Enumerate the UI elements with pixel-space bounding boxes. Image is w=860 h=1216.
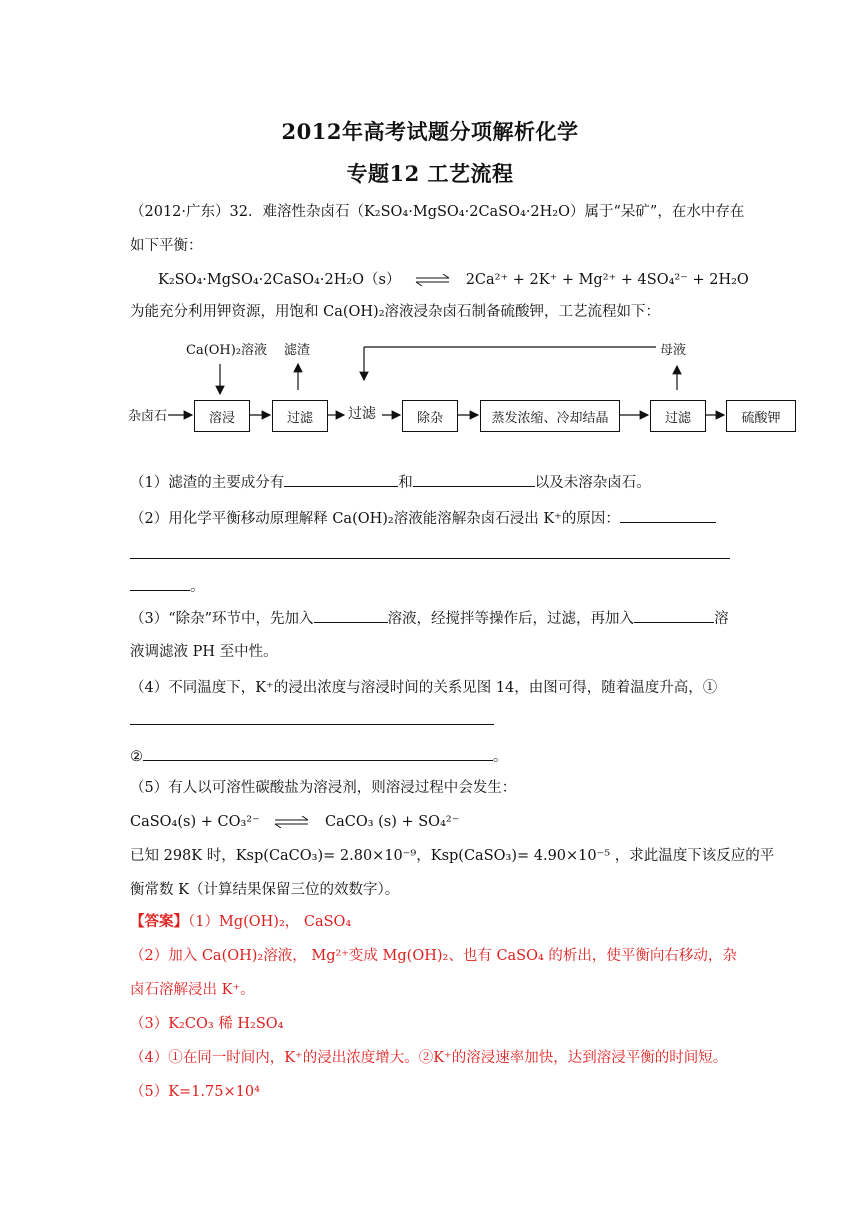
question-5-line-4: 衡常数 K（计算结果保留三位的效数字）。 (130, 882, 400, 898)
answer-blank[interactable] (413, 472, 535, 487)
flow-box-impurity-removal: 除杂 (402, 400, 458, 432)
flow-box-leach: 溶浸 (194, 400, 250, 432)
question-2 (130, 508, 730, 529)
question-1 (130, 472, 730, 493)
question-1-text-c: 以及未溶杂卤石。 (534, 475, 651, 491)
question-3-text-b: 溶液，经搅拌等操作后，过滤，再加入 (387, 611, 635, 627)
answer-blank[interactable] (314, 608, 388, 623)
flow-box-product: 硫酸钾 (726, 400, 796, 432)
flow-filter-text: 过滤 (348, 406, 376, 422)
answer-tag: 【答案】 (130, 913, 188, 930)
question-1-text-a: （1）滤渣的主要成分有 (130, 475, 285, 491)
answer-blank[interactable] (130, 558, 730, 559)
equilibrium-left: K₂SO₄·MgSO₄·2CaSO₄·2H₂O（s） (158, 272, 401, 288)
intro-line-1: （2012·广东）32．难溶性杂卤石（K₂SO₄·MgSO₄·2CaSO₄·2H₂O）属于“呆矿”，在水中存在 (130, 204, 745, 220)
question-5-line-3: 已知 298K 时，Ksp(CaCO₃)= 2.80×10⁻⁹，Ksp(CaSO₃)= 4.90×10⁻⁵ ，求此温度下该反应的平 (130, 848, 775, 864)
equilibrium-equation (158, 270, 758, 290)
process-intro: 为能充分利用钾资源，用饱和 Ca(OH)₂溶液浸杂卤石制备硫酸钾，工艺流程如下： (130, 304, 661, 320)
flow-input-label: 杂卤石 (128, 409, 168, 424)
answer-blank[interactable] (620, 508, 716, 523)
answer-blank[interactable] (284, 472, 398, 487)
flow-box-filter-1: 过滤 (272, 400, 328, 432)
question-3 (130, 608, 730, 629)
question-2-text: （2）用化学平衡移动原理解释 Ca(OH)₂溶液能溶解杂卤石浸出 K⁺的原因： (130, 511, 620, 527)
question-2-period: 。 (190, 579, 205, 595)
flow-reagent-label: Ca(OH)₂溶液 (186, 343, 268, 358)
answer-1-text: （1）Mg(OH)₂， CaSO₄ (188, 914, 352, 930)
answer-3: （3）K₂CO₃ 稀 H₂SO₄ (130, 1016, 284, 1032)
question-4: （4）不同温度下，K⁺的浸出浓度与溶浸时间的关系见图 14，由图可得，随着温度升高，① (130, 680, 718, 696)
answer-2-line-2: 卤石溶解浸出 K⁺。 (130, 982, 255, 998)
question-5: （5）有人以可溶性碳酸盐为溶浸剂，则溶浸过程中会发生： (130, 780, 517, 796)
equilibrium-arrow-icon (415, 274, 451, 286)
document-subtitle: 专题12 工艺流程 (346, 161, 514, 186)
flow-box-evaporate-crystallize: 蒸发浓缩、冷却结晶 (480, 400, 620, 432)
question-1-text-b: 和 (398, 475, 413, 491)
question-4-marker: ② (130, 749, 143, 765)
equilibrium-arrow-icon (274, 816, 310, 828)
question-3-line-2: 液调滤液 PH 至中性。 (130, 644, 278, 660)
question-3-text-a: （3）“除杂”环节中，先加入 (130, 611, 314, 627)
answer-2-line-1: （2）加入 Ca(OH)₂溶液， Mg²⁺变成 Mg(OH)₂、也有 CaSO₄ 的析出，使平衡向右移动，杂 (130, 948, 737, 964)
answer-blank[interactable] (634, 608, 714, 623)
document-title: 2012年高考试题分项解析化学 (281, 119, 579, 144)
flow-mother-liquor-label: 母液 (660, 343, 687, 358)
equilibrium-right: 2Ca²⁺ + 2K⁺ + Mg²⁺ + 4SO₄²⁻ + 2H₂O (465, 272, 749, 288)
answer-4: （4）①在同一时间内，K⁺的浸出浓度增大。②K⁺的溶浸速率加快，达到溶浸平衡的时间短。 (130, 1050, 728, 1066)
question-3-text-c: 溶 (714, 611, 729, 627)
question-5-equation (130, 812, 730, 832)
intro-line-2: 如下平衡： (130, 238, 203, 254)
question-4-part-2 (130, 746, 730, 767)
flow-box-filter-2: 过滤 (650, 400, 706, 432)
question-5-eq-right: CaCO₃ (s) + SO₄²⁻ (324, 814, 460, 830)
question-2-end (130, 576, 730, 597)
answer-blank[interactable] (130, 576, 190, 591)
answer-5: （5）K=1.75×10⁴ (130, 1084, 260, 1100)
answer-blank[interactable] (143, 746, 493, 761)
question-4-period: 。 (493, 749, 508, 765)
answer-1 (130, 912, 730, 932)
flow-residue-label: 滤渣 (284, 343, 311, 358)
process-flow-diagram (120, 330, 810, 440)
answer-blank[interactable] (130, 724, 494, 725)
question-5-eq-left: CaSO₄(s) + CO₃²⁻ (130, 814, 260, 830)
